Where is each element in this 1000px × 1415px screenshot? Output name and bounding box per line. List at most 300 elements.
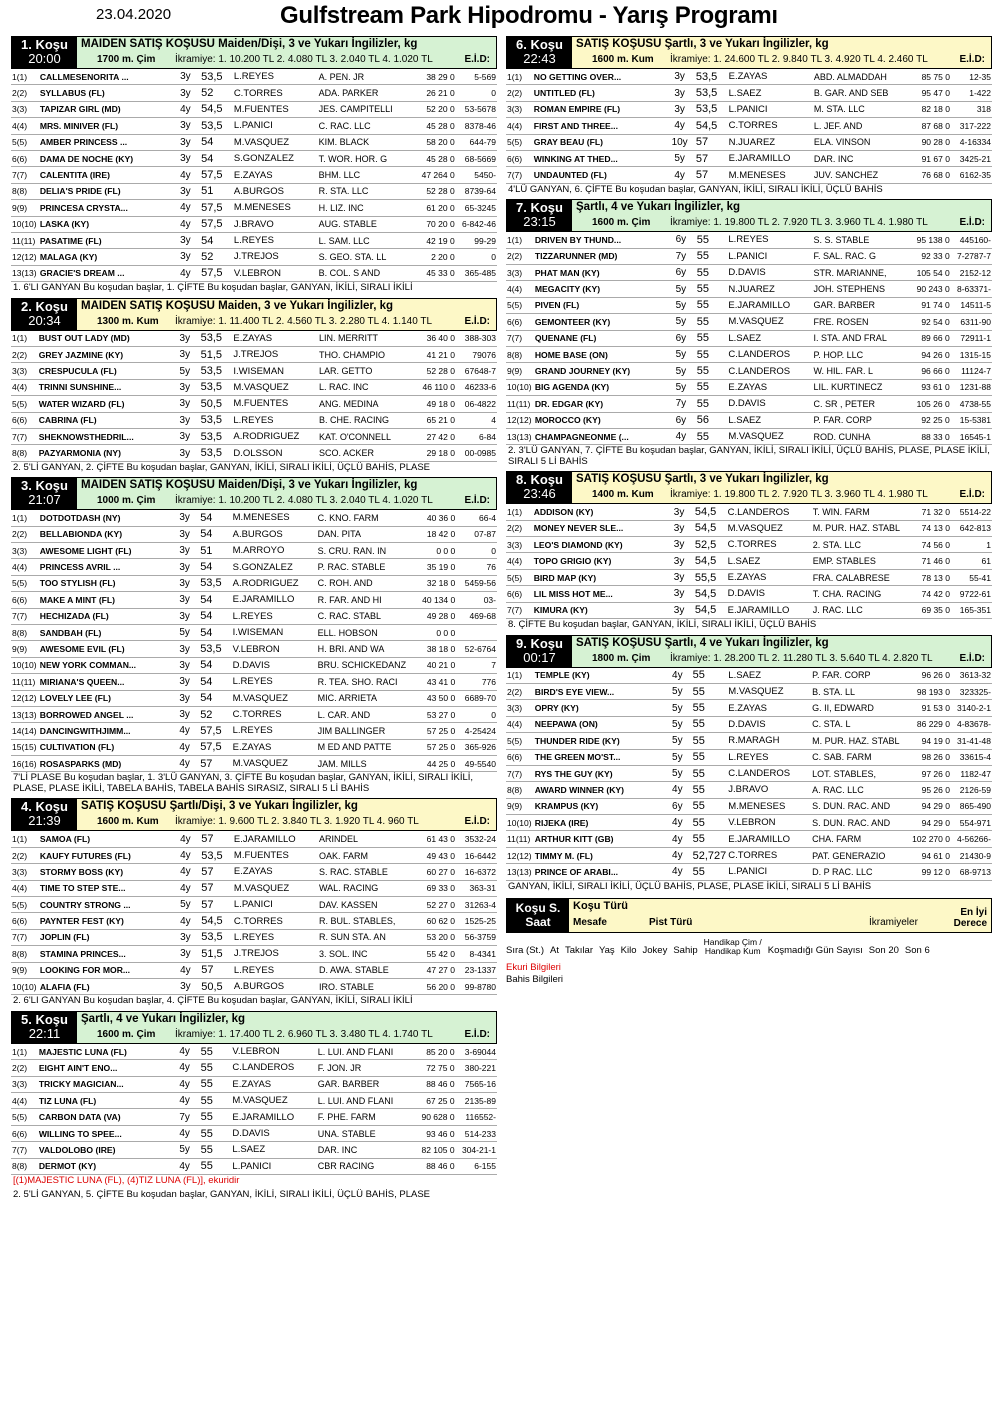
- handicap-stats: 74 13 0: [910, 520, 951, 536]
- horse-row[interactable]: [11, 706, 497, 722]
- horse-name: PIVEN (FL): [534, 297, 666, 313]
- horse-number: 10(10): [11, 657, 39, 673]
- horse-name: TEMPLE (KY): [534, 668, 663, 684]
- horse-row[interactable]: [11, 831, 497, 847]
- handicap-stats: 72 75 0: [414, 1060, 455, 1076]
- horse-row[interactable]: [506, 553, 992, 569]
- horse-weight: 55: [692, 749, 728, 765]
- horse-row[interactable]: [11, 559, 497, 575]
- horse-age: 4y: [170, 1125, 200, 1141]
- horse-number: 1(1): [506, 69, 533, 85]
- jockey: L.SAEZ: [728, 85, 813, 101]
- owner: PAT. GENERAZIO: [811, 847, 909, 863]
- last-form: 7-2787-7: [951, 248, 992, 264]
- last-form: 6-155: [456, 1158, 497, 1174]
- horse-row[interactable]: [506, 346, 992, 362]
- horse-number: 8(8): [11, 624, 39, 640]
- horse-number: 6(6): [11, 150, 39, 166]
- last-form: 776: [456, 674, 497, 690]
- horse-row[interactable]: [11, 363, 497, 379]
- jockey: E.JARAMILLO: [727, 602, 812, 618]
- horse-row[interactable]: [11, 847, 497, 863]
- horse-row[interactable]: [11, 913, 497, 929]
- horse-age: 4y: [171, 913, 201, 929]
- race-block: [11, 1011, 497, 1201]
- horse-row[interactable]: [11, 510, 497, 526]
- bet-types-note: 8. ÇİFTE Bu koşudan başlar, GANYAN, İKİLİ, SIRALI İKİLİ, ÜÇLÜ BAHİS: [508, 619, 817, 631]
- race-conditions: Şartlı, 4 ve Yukarı İngilizler, kg: [576, 201, 741, 214]
- handicap-stats: 52 20 0: [415, 101, 456, 117]
- horse-row[interactable]: [506, 85, 992, 101]
- horse-row[interactable]: [11, 1125, 497, 1141]
- horse-row[interactable]: [11, 346, 497, 362]
- horse-row[interactable]: [11, 756, 497, 772]
- horse-row[interactable]: [11, 1076, 497, 1092]
- horse-name: DANCINGWITHJIMM...: [39, 723, 170, 739]
- owner: ARINDEL: [318, 831, 415, 847]
- owner: L. CAR. AND: [317, 706, 416, 722]
- horse-number: 8(8): [11, 946, 39, 962]
- last-form: 76: [456, 559, 497, 575]
- handicap-stats: 40 21 0: [415, 657, 456, 673]
- jockey: M.VASQUEZ: [233, 134, 318, 150]
- handicap-stats: 44 25 0: [415, 756, 456, 772]
- jockey: A.BURGOS: [232, 526, 317, 542]
- horse-row[interactable]: [506, 265, 992, 281]
- legend-column-label: Takılar: [565, 945, 593, 957]
- last-form: 68-9713: [951, 864, 992, 880]
- horse-row[interactable]: [506, 314, 992, 330]
- last-form: 1525-25: [456, 913, 497, 929]
- jockey: E.ZAYAS: [728, 69, 813, 85]
- owner: LIN. MERRITT: [318, 331, 415, 347]
- horse-row[interactable]: [506, 537, 992, 553]
- legend-column-label: Sahip: [673, 945, 698, 957]
- race-best-time: E.İ.D:: [959, 652, 985, 664]
- owner: KIM. BLACK: [318, 134, 415, 150]
- horse-age: 3y: [664, 569, 694, 585]
- horse-name: PAZYARMONIA (NY): [38, 445, 170, 461]
- horse-row[interactable]: [11, 69, 497, 85]
- horse-number: 13(13): [506, 428, 534, 444]
- horse-age: 5y: [666, 346, 696, 362]
- horse-weight: 55: [200, 1076, 232, 1092]
- horse-row[interactable]: [506, 831, 992, 847]
- horse-table: [11, 331, 497, 462]
- horse-row[interactable]: [506, 847, 992, 863]
- horse-number: 5(5): [11, 134, 39, 150]
- horse-number: 10(10): [506, 379, 534, 395]
- horse-row[interactable]: [506, 504, 992, 520]
- handicap-stats: 90 243 0: [910, 281, 951, 297]
- horse-row[interactable]: [506, 396, 992, 412]
- horse-row[interactable]: [11, 265, 497, 281]
- horse-age: 4y: [171, 167, 201, 183]
- horse-weight: 55: [696, 346, 728, 362]
- horse-row[interactable]: [11, 200, 497, 216]
- owner: B. COL. S AND: [318, 265, 415, 281]
- horse-row[interactable]: [506, 118, 992, 134]
- horse-name: JOPLIN (FL): [39, 929, 171, 945]
- horse-row[interactable]: [11, 542, 497, 558]
- jockey: D.DAVIS: [727, 716, 811, 732]
- horse-row[interactable]: [506, 765, 992, 781]
- jockey: L.REYES: [232, 412, 318, 428]
- horse-number: 2(2): [506, 85, 533, 101]
- horse-row[interactable]: [11, 608, 497, 624]
- horse-weight: 55: [692, 683, 728, 699]
- horse-row[interactable]: [11, 412, 497, 428]
- last-form: 4-25424: [456, 723, 497, 739]
- horse-name: BELLABIONDA (KY): [39, 526, 170, 542]
- legend-prize-label: İkramiyeler: [869, 917, 918, 929]
- horse-weight: 52: [200, 249, 233, 265]
- horse-row[interactable]: [11, 379, 497, 395]
- handicap-stats: 92 33 0: [910, 248, 951, 264]
- handicap-stats: 49 43 0: [415, 847, 456, 863]
- horse-name: DELIA'S PRIDE (FL): [39, 183, 171, 199]
- horse-name: TRINNI SUNSHINE...: [38, 379, 170, 395]
- handicap-stats: 105 26 0: [910, 396, 951, 412]
- legend-column-label: Koşmadığı Gün Sayısı: [767, 945, 863, 957]
- horse-row[interactable]: [506, 150, 992, 166]
- horse-age: 4y: [171, 101, 201, 117]
- horse-number: 5(5): [506, 134, 533, 150]
- horse-row[interactable]: [506, 782, 992, 798]
- horse-number: 4(4): [506, 118, 533, 134]
- jockey: C.LANDEROS: [231, 1060, 316, 1076]
- horse-age: 3y: [664, 520, 694, 536]
- race-conditions: MAIDEN SATIŞ KOŞUSU Maiden/Dişi, 3 ve Yukarı İngilizler, kg: [81, 38, 418, 50]
- last-form: 3-69044: [456, 1044, 497, 1060]
- horse-weight: 57,5: [200, 216, 233, 232]
- horse-row[interactable]: [11, 118, 497, 134]
- horse-row[interactable]: [11, 575, 497, 591]
- race-number-box: [12, 299, 77, 330]
- race-block: [11, 298, 497, 474]
- horse-row[interactable]: [506, 232, 992, 248]
- horse-age: 3y: [170, 412, 200, 428]
- horse-age: 6y: [663, 798, 692, 814]
- horse-weight: 53,5: [199, 575, 231, 591]
- horse-number: 4(4): [11, 559, 39, 575]
- horse-name: EIGHT AIN'T ENO...: [38, 1060, 170, 1076]
- race-header: [506, 635, 992, 668]
- horse-number: 6(6): [506, 314, 534, 330]
- horse-row[interactable]: [11, 150, 497, 166]
- horse-name: RIJEKA (IRE): [534, 815, 663, 831]
- horse-row[interactable]: [11, 249, 497, 265]
- race-distance: 1300 m. Kum: [97, 315, 159, 327]
- horse-row[interactable]: [11, 897, 497, 913]
- horse-row[interactable]: [506, 363, 992, 379]
- last-form: 8739-64: [456, 183, 497, 199]
- horse-row[interactable]: [506, 569, 992, 585]
- last-form: 865-490: [951, 798, 992, 814]
- horse-age: 3y: [664, 101, 694, 117]
- horse-number: 7(7): [506, 602, 533, 618]
- last-form: 3613-32: [951, 668, 992, 684]
- jockey: D.DAVIS: [232, 657, 317, 673]
- owner: ANG. MEDINA: [318, 396, 415, 412]
- horse-row[interactable]: [11, 526, 497, 542]
- jockey: M.FUENTES: [233, 101, 318, 117]
- owner: L. JEF. AND: [813, 118, 910, 134]
- horse-row[interactable]: [506, 297, 992, 313]
- horse-number: 2(2): [11, 85, 39, 101]
- horse-age: 4y: [663, 864, 692, 880]
- owner: 3. SOL. INC: [318, 946, 415, 962]
- horse-row[interactable]: [11, 929, 497, 945]
- race-best-time: E.İ.D:: [464, 1028, 490, 1040]
- last-form: 445160-: [951, 232, 992, 248]
- horse-age: 4y: [171, 962, 201, 978]
- owner: T. CHA. RACING: [812, 586, 911, 602]
- horse-weight: 53,5: [695, 69, 728, 85]
- jockey: M.MENESES: [727, 798, 811, 814]
- horse-row[interactable]: [506, 281, 992, 297]
- horse-name: NEW YORK COMMAN...: [39, 657, 170, 673]
- horse-number: 12(12): [506, 412, 534, 428]
- owner: JOH. STEPHENS: [812, 281, 909, 297]
- horse-weight: 55: [200, 1093, 232, 1109]
- horse-row[interactable]: [506, 69, 992, 85]
- owner: S. DUN. RAC. AND: [811, 815, 909, 831]
- horse-row[interactable]: [506, 248, 992, 264]
- owner: ROD. CUNHA: [812, 428, 909, 444]
- jockey: V.LEBRON: [232, 641, 317, 657]
- race-conditions: MAIDEN SATIŞ KOŞUSU Maiden/Dişi, 3 ve Yukarı İngilizler, kg: [81, 479, 418, 492]
- horse-row[interactable]: [506, 749, 992, 765]
- horse-row[interactable]: [506, 815, 992, 831]
- horse-row[interactable]: [506, 798, 992, 814]
- horse-row[interactable]: [11, 657, 497, 673]
- horse-row[interactable]: [11, 445, 497, 461]
- last-form: 6-842-46: [456, 216, 497, 232]
- jockey: E.JARAMILLO: [728, 150, 813, 166]
- last-form: 469-68: [456, 608, 497, 624]
- horse-age: 4y: [171, 265, 201, 281]
- race-prize: İkramiye: 1. 24.600 TL 2. 9.840 TL 3. 4.920 TL 4. 2.460 TL: [670, 54, 928, 65]
- last-form: 642-813: [951, 520, 992, 536]
- horse-name: THUNDER RIDE (KY): [534, 733, 663, 749]
- horse-row[interactable]: [506, 428, 992, 444]
- horse-row[interactable]: [506, 864, 992, 880]
- horse-row[interactable]: [506, 412, 992, 428]
- horse-row[interactable]: [11, 641, 497, 657]
- horse-number: 6(6): [506, 749, 534, 765]
- horse-row[interactable]: [506, 101, 992, 117]
- race-header: [506, 471, 992, 504]
- horse-weight: 55: [696, 281, 728, 297]
- horse-row[interactable]: [11, 723, 497, 739]
- race-number: 4. Koşu: [21, 799, 68, 815]
- horse-name: MRS. MINIVER (FL): [39, 118, 171, 134]
- horse-row[interactable]: [506, 733, 992, 749]
- horse-name: PRINCESS AVRIL ...: [39, 559, 170, 575]
- horse-name: NO GETTING OVER...: [533, 69, 665, 85]
- horse-row[interactable]: [11, 739, 497, 755]
- race-info: [572, 200, 991, 231]
- jockey: C.LANDEROS: [727, 346, 812, 362]
- horse-weight: 55: [200, 1060, 232, 1076]
- handicap-stats: 88 46 0: [414, 1158, 455, 1174]
- horse-row[interactable]: [11, 167, 497, 183]
- horse-row[interactable]: [11, 624, 497, 640]
- last-form: 3532-24: [456, 831, 497, 847]
- horse-row[interactable]: [11, 396, 497, 412]
- horse-name: GREY JAZMINE (KY): [38, 346, 170, 362]
- last-form: 65-3245: [456, 200, 497, 216]
- horse-row[interactable]: [11, 690, 497, 706]
- horse-row[interactable]: [11, 331, 497, 347]
- last-form: 6162-35: [951, 167, 992, 183]
- handicap-stats: 71 32 0: [910, 504, 951, 520]
- horse-name: CALLMESENORITA ...: [39, 69, 171, 85]
- jockey: E.ZAYAS: [233, 167, 318, 183]
- horse-number: 9(9): [11, 200, 39, 216]
- handicap-stats: 69 35 0: [910, 602, 951, 618]
- owner: C. STA. L: [811, 716, 909, 732]
- horse-row[interactable]: [11, 864, 497, 880]
- horse-weight: 54,5: [694, 553, 727, 569]
- race-header: [11, 36, 497, 69]
- horse-number: 4(4): [506, 281, 534, 297]
- legend-notes: [506, 962, 992, 986]
- last-form: [456, 624, 497, 640]
- jockey: C.TORRES: [232, 706, 317, 722]
- horse-weight: 57: [200, 880, 233, 896]
- horse-row[interactable]: [11, 101, 497, 117]
- horse-age: 5y: [666, 314, 696, 330]
- owner: R. BUL. STABLES,: [318, 913, 415, 929]
- last-form: 1-422: [951, 85, 992, 101]
- horse-number: 3(3): [11, 542, 39, 558]
- horse-name: CHAMPAGNEONME (...: [534, 428, 666, 444]
- jockey: L.PANICI: [233, 118, 318, 134]
- horse-row[interactable]: [11, 85, 497, 101]
- legend-column-label: Handikap Çim / Handikap Kum: [703, 937, 762, 957]
- horse-age: 3y: [171, 232, 201, 248]
- handicap-stats: 94 26 0: [910, 346, 951, 362]
- horse-row[interactable]: [11, 134, 497, 150]
- horse-row[interactable]: [506, 602, 992, 618]
- legend-column-label: Kilo: [620, 945, 637, 957]
- jockey: C.LANDEROS: [727, 765, 811, 781]
- horse-row[interactable]: [506, 134, 992, 150]
- horse-row[interactable]: [11, 978, 497, 994]
- horse-age: 3y: [170, 706, 199, 722]
- horse-row[interactable]: [506, 700, 992, 716]
- horse-number: 6(6): [11, 592, 39, 608]
- race-best-time: E.İ.D:: [464, 315, 490, 327]
- horse-row[interactable]: [506, 379, 992, 395]
- bet-types-note: 4'LÜ GANYAN, 6. ÇİFTE Bu koşudan başlar, GANYAN, İKİLİ, SIRALI İKİLİ, ÜÇLÜ BAHİS: [508, 183, 883, 195]
- horse-row[interactable]: [11, 183, 497, 199]
- handicap-stats: 47 27 0: [415, 962, 456, 978]
- horse-row[interactable]: [506, 167, 992, 183]
- jockey: I.WISEMAN: [232, 363, 318, 379]
- horse-age: 5y: [666, 297, 696, 313]
- horse-weight: 51,5: [200, 946, 233, 962]
- horse-row[interactable]: [11, 1142, 497, 1158]
- horse-name: AMBER PRINCESS ...: [39, 134, 171, 150]
- owner: C. ROH. AND: [317, 575, 416, 591]
- horse-age: 7y: [666, 396, 696, 412]
- jockey: E.ZAYAS: [727, 379, 812, 395]
- horse-name: FIRST AND THREE...: [533, 118, 665, 134]
- jockey: M.VASQUEZ: [727, 314, 812, 330]
- horse-age: 4y: [663, 847, 692, 863]
- owner: C. KNO. FARM: [317, 510, 416, 526]
- horse-row[interactable]: [11, 1093, 497, 1109]
- horse-age: 5y: [663, 683, 692, 699]
- horse-weight: 52,727: [692, 847, 728, 863]
- horse-age: 3y: [664, 602, 694, 618]
- horse-row[interactable]: [11, 216, 497, 232]
- horse-age: 3y: [170, 346, 200, 362]
- horse-row[interactable]: [11, 962, 497, 978]
- horse-number: 2(2): [11, 526, 39, 542]
- horse-row[interactable]: [11, 592, 497, 608]
- owner: F. PHE. FARM: [317, 1109, 415, 1125]
- horse-age: 3y: [171, 249, 201, 265]
- horse-weight: 54: [199, 608, 231, 624]
- last-form: 388-303: [456, 331, 497, 347]
- handicap-stats: 35 19 0: [415, 559, 456, 575]
- horse-row[interactable]: [11, 674, 497, 690]
- handicap-stats: 45 33 0: [415, 265, 456, 281]
- handicap-stats: 61 20 0: [415, 200, 456, 216]
- horse-row[interactable]: [11, 880, 497, 896]
- owner: JIM BALLINGER: [317, 723, 416, 739]
- horse-row[interactable]: [11, 1158, 497, 1174]
- horse-row[interactable]: [11, 1109, 497, 1125]
- horse-row[interactable]: [11, 1060, 497, 1076]
- horse-row[interactable]: [506, 330, 992, 346]
- last-form: 116552-: [456, 1109, 497, 1125]
- race-number: 1. Koşu: [21, 37, 68, 52]
- horse-row[interactable]: [11, 428, 497, 444]
- horse-weight: 53,5: [200, 412, 233, 428]
- owner: WAL. RACING: [318, 880, 415, 896]
- jockey: L.SAEZ: [727, 553, 812, 569]
- owner: CBR RACING: [317, 1158, 415, 1174]
- horse-number: 8(8): [11, 183, 39, 199]
- horse-weight: 52,5: [694, 537, 727, 553]
- horse-number: 5(5): [506, 569, 533, 585]
- horse-number: 9(9): [11, 641, 39, 657]
- horse-number: 3(3): [11, 864, 39, 880]
- horse-row[interactable]: [506, 586, 992, 602]
- jockey: N.JUAREZ: [727, 281, 812, 297]
- horse-row[interactable]: [11, 232, 497, 248]
- horse-weight: 55: [200, 1125, 232, 1141]
- horse-weight: 55: [696, 314, 728, 330]
- jockey: L.REYES: [232, 723, 317, 739]
- horse-row[interactable]: [506, 520, 992, 536]
- horse-row[interactable]: [11, 946, 497, 962]
- horse-row[interactable]: [506, 668, 992, 684]
- horse-number: 9(9): [506, 798, 534, 814]
- handicap-stats: 86 229 0: [909, 716, 951, 732]
- horse-row[interactable]: [506, 683, 992, 699]
- horse-row[interactable]: [506, 716, 992, 732]
- owner: M. PUR. HAZ. STABL: [812, 520, 911, 536]
- horse-weight: 54,5: [695, 118, 728, 134]
- owner: F. SAL. RAC. G: [812, 248, 909, 264]
- horse-row[interactable]: [11, 1044, 497, 1060]
